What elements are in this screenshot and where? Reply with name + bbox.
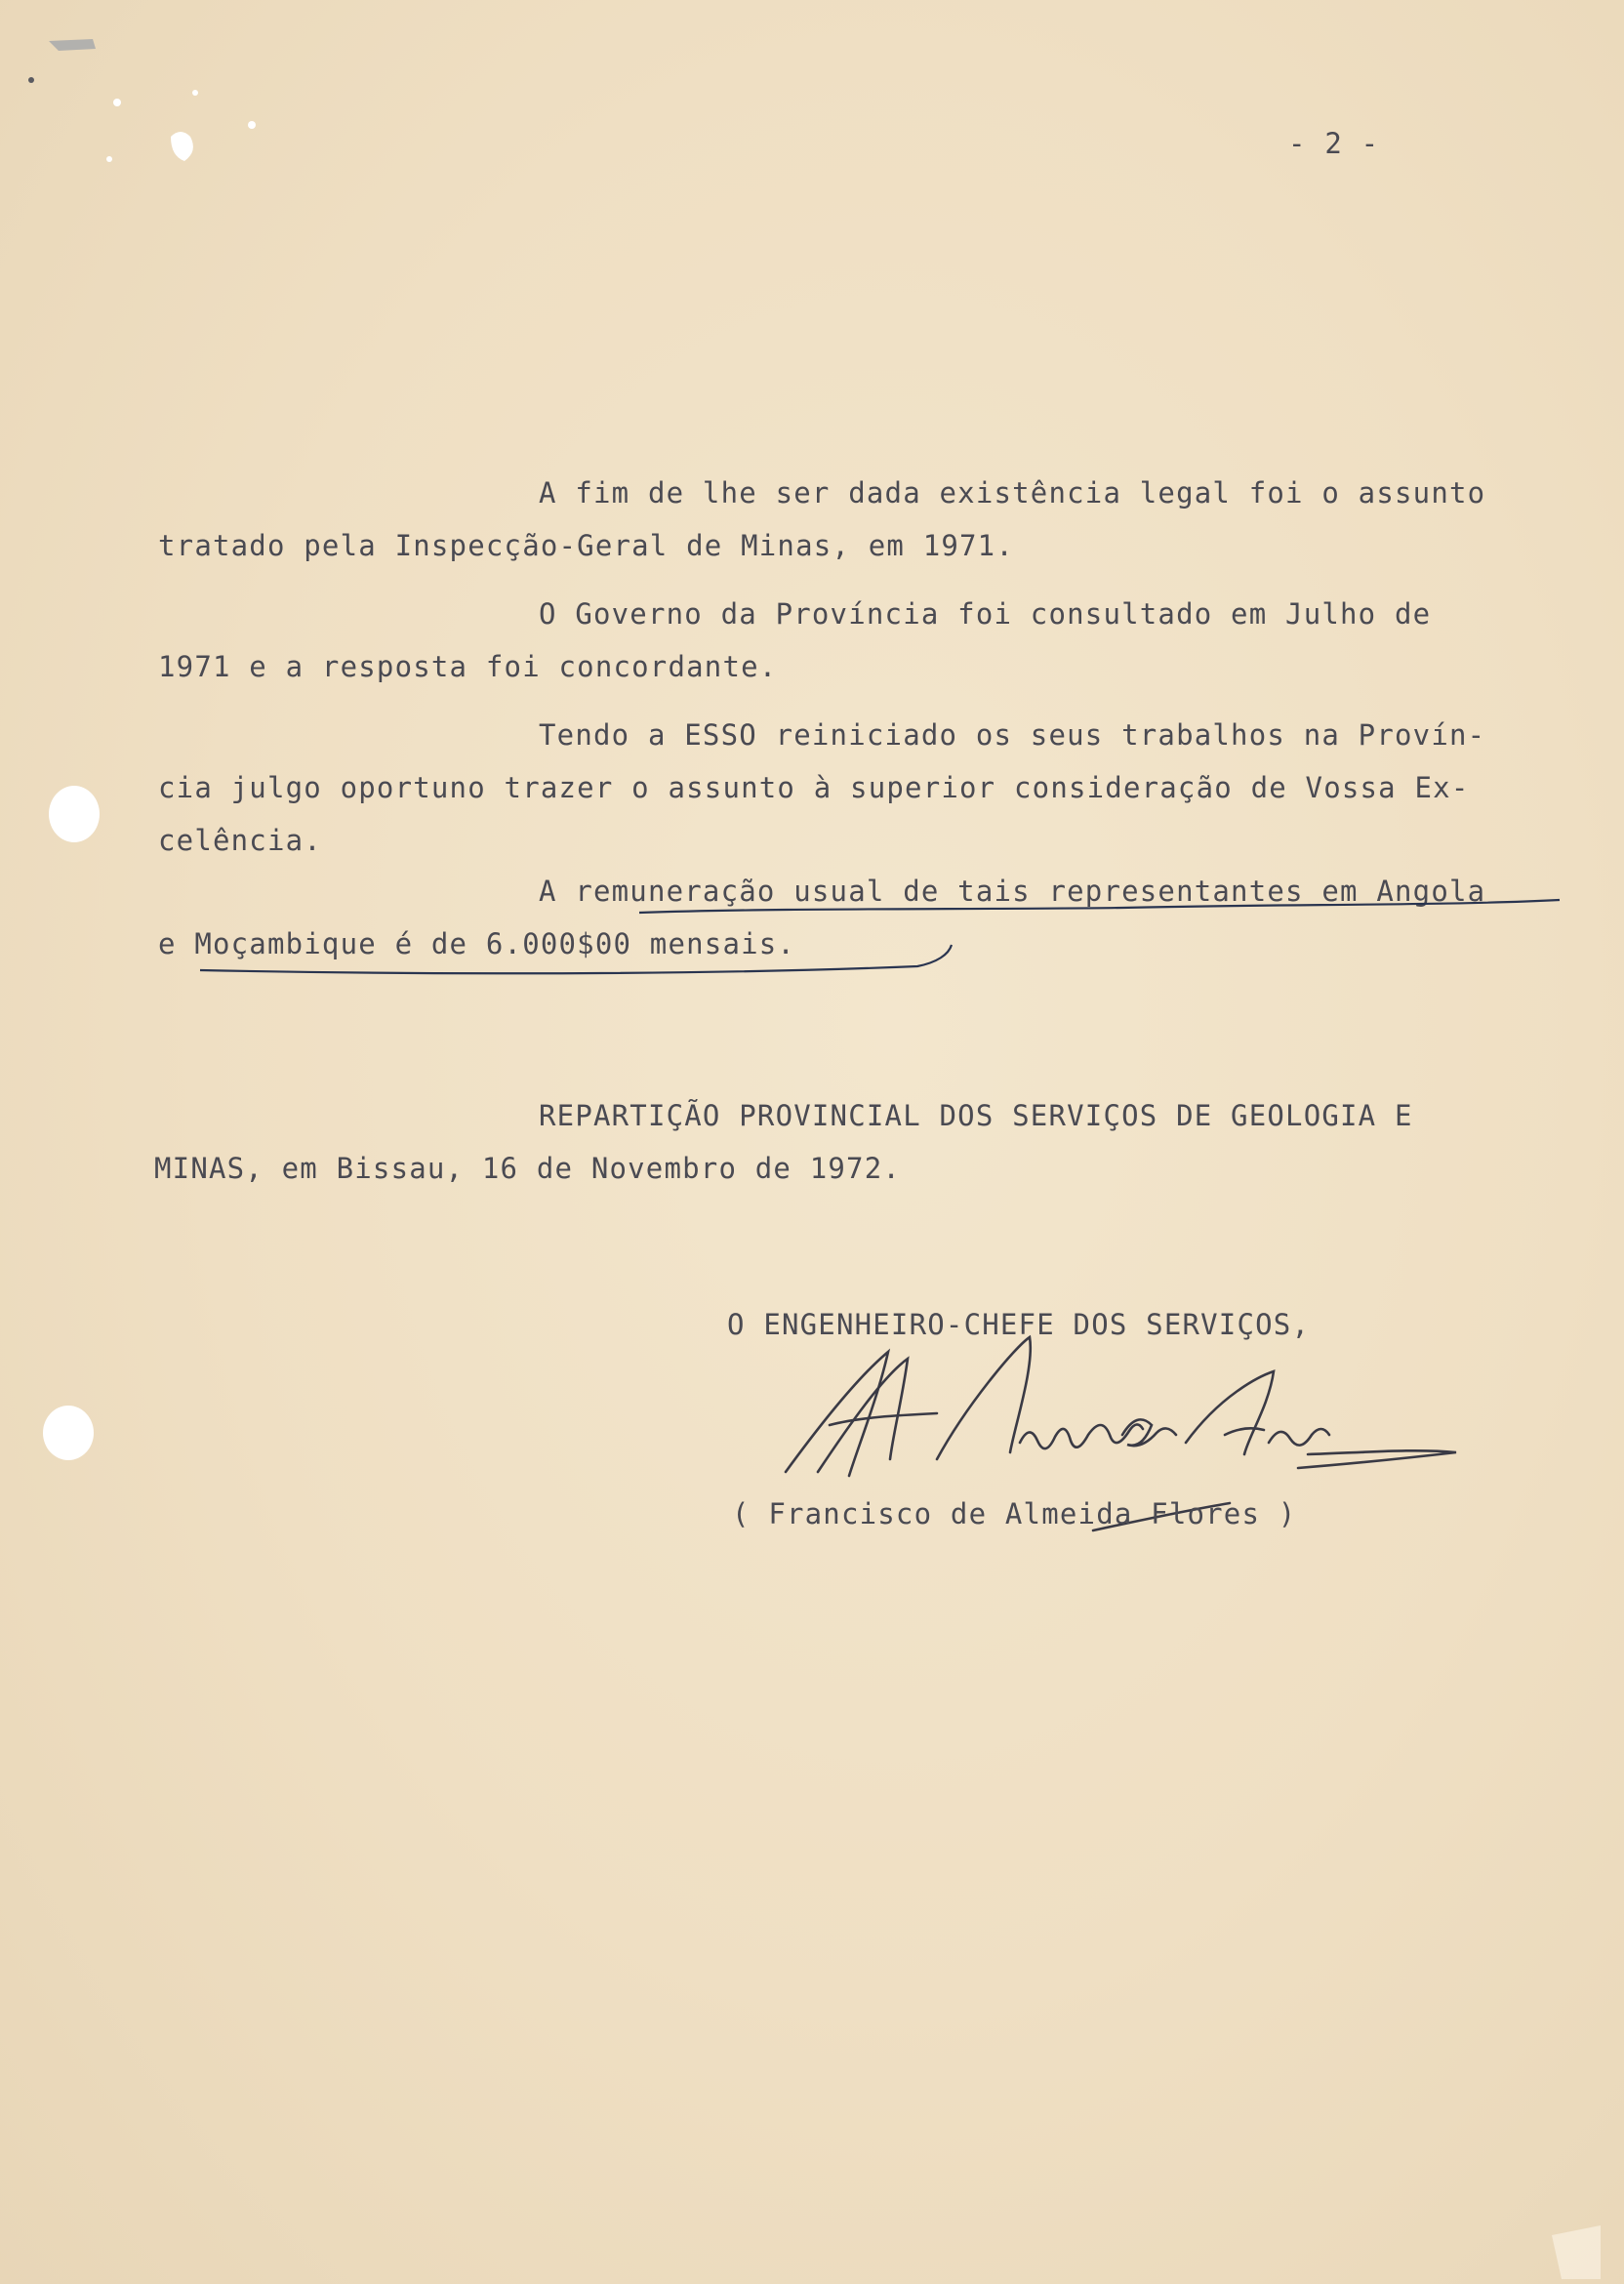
paragraph-3-line-3: celência. (158, 824, 322, 857)
paragraph-4-line-2: e Moçambique é de 6.000$00 mensais. (158, 927, 796, 960)
paragraph-4-line-1: A remuneração usual de tais representantes em Angola (539, 875, 1486, 908)
signatory-title: O ENGENHEIRO-CHEFE DOS SERVIÇOS, (727, 1308, 1311, 1341)
paragraph-2-line-1: O Governo da Província foi consultado em Julho de (539, 597, 1432, 631)
paragraph-1-line-2: tratado pela Inspecção-Geral de Minas, em 1971. (158, 529, 1014, 562)
paragraph-1-line-1: A fim de lhe ser dada existência legal foi o assunto (539, 476, 1486, 510)
paragraph-3-line-2: cia julgo oportuno trazer o assunto à superior consideração de Vossa Ex- (158, 771, 1470, 804)
closing-line-2: MINAS, em Bissau, 16 de Novembro de 1972. (154, 1152, 902, 1185)
paragraph-2-line-2: 1971 e a resposta foi concordante. (158, 650, 778, 683)
signatory-name: ( Francisco de Almeida Flores ) (732, 1497, 1297, 1530)
closing-line-1: REPARTIÇÃO PROVINCIAL DOS SERVIÇOS DE GEOLOGIA E (539, 1099, 1413, 1132)
page-number: - 2 - (1288, 127, 1380, 160)
paragraph-3-line-1: Tendo a ESSO reiniciado os seus trabalhos na Provín- (539, 718, 1486, 752)
